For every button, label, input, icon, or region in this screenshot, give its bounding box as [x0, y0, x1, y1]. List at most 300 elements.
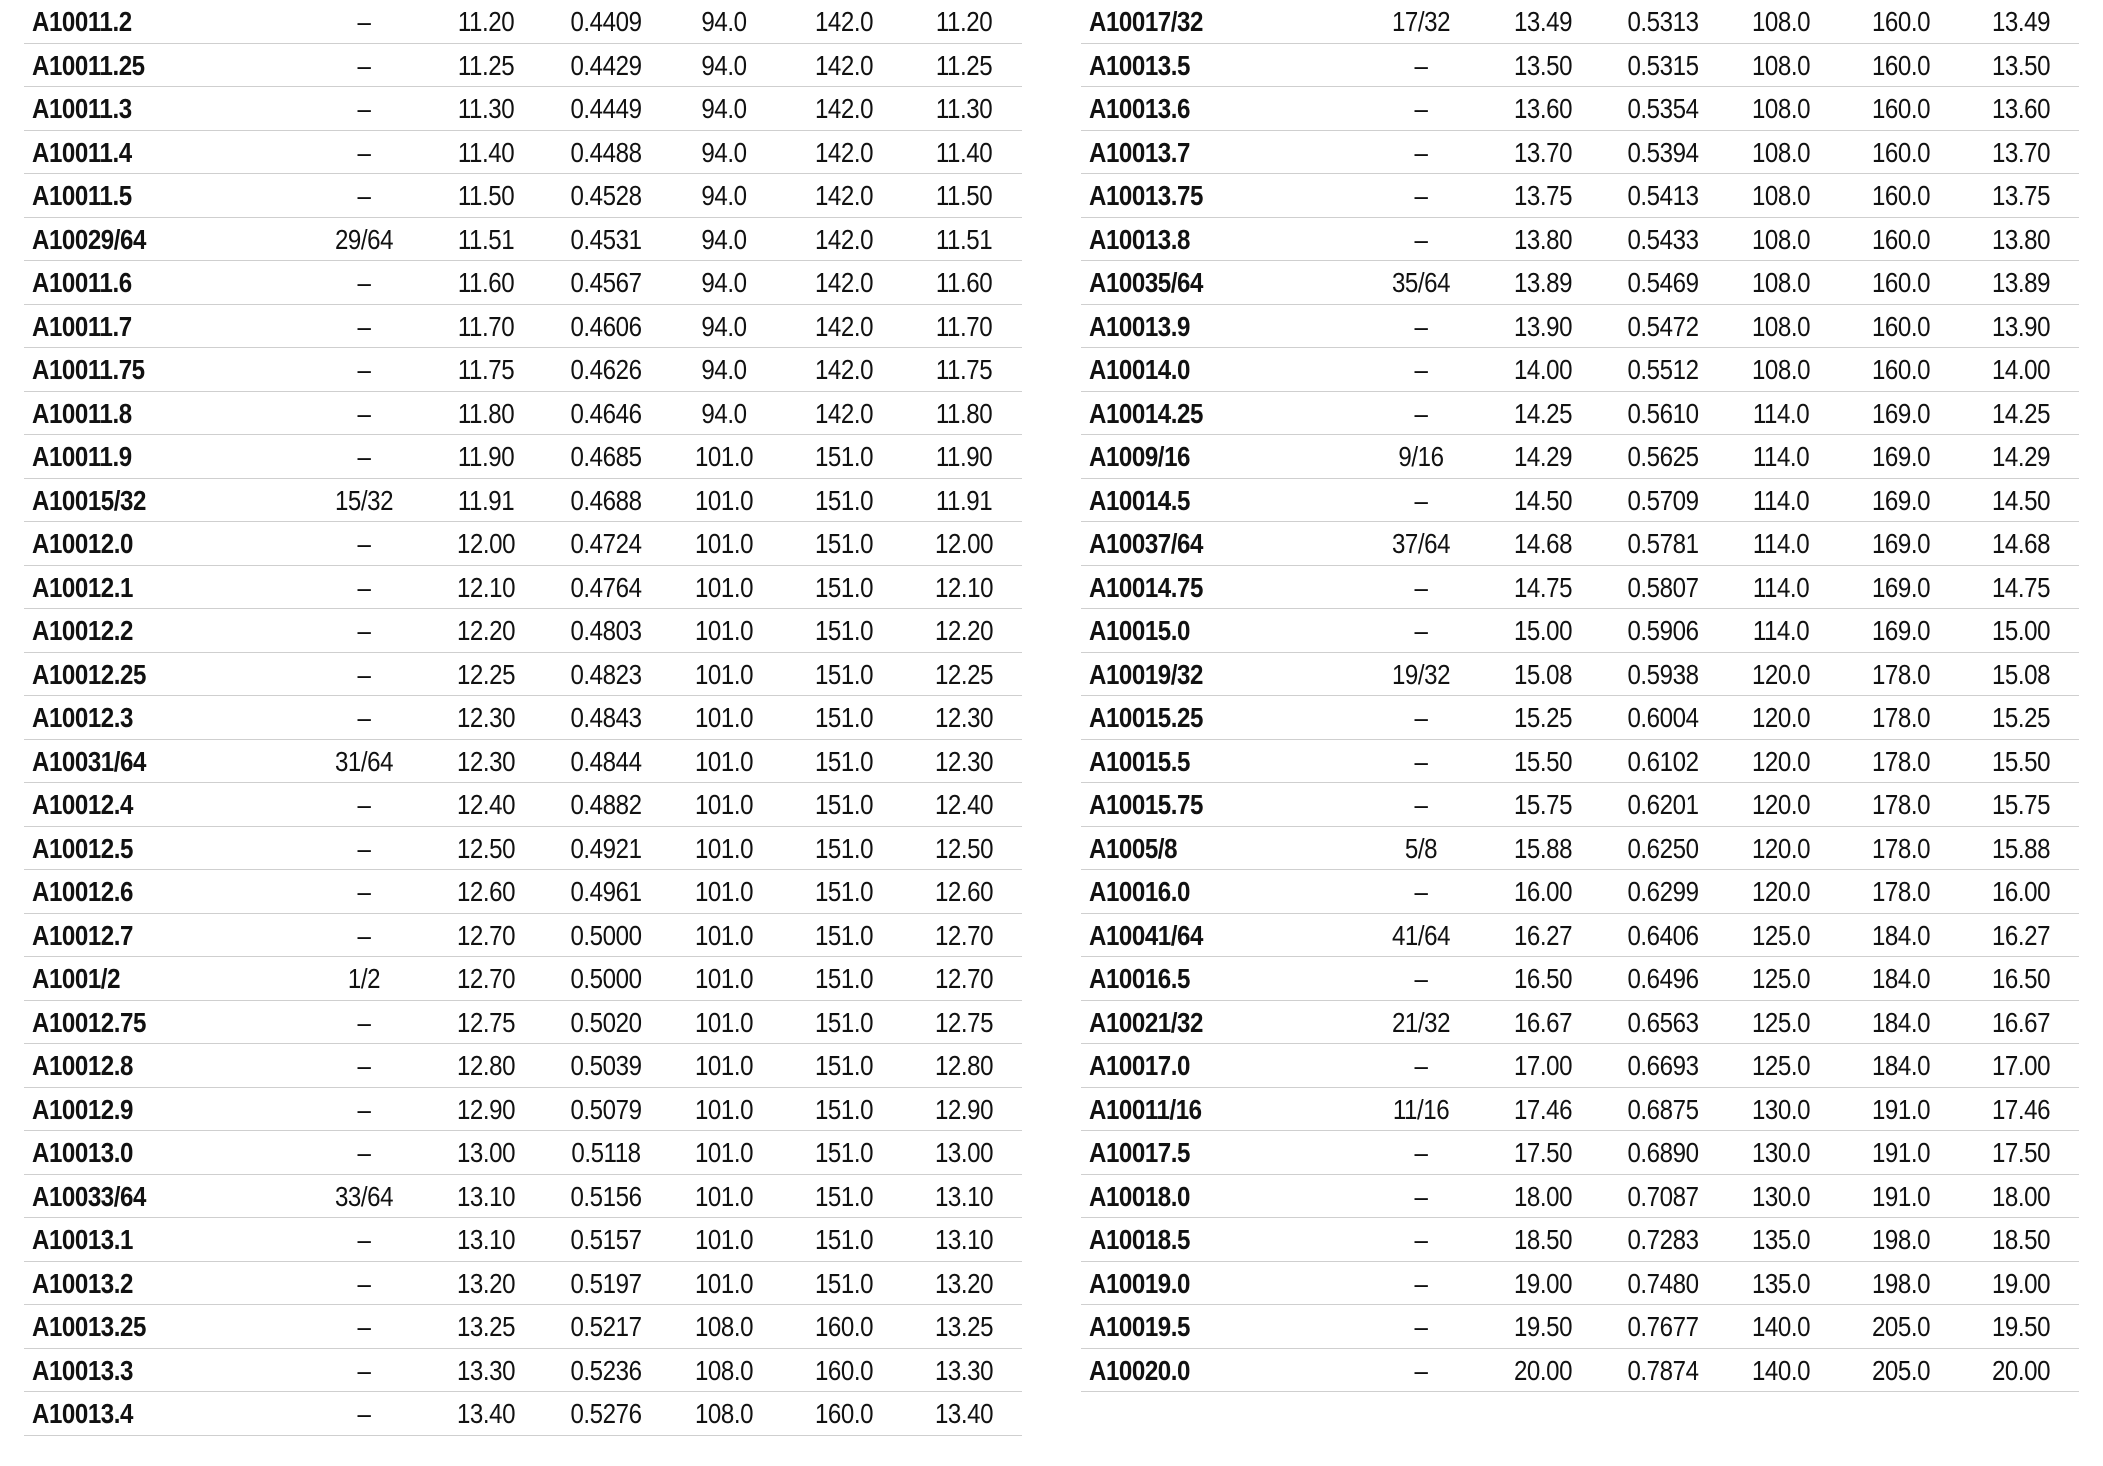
cell-value: 12.30 [456, 745, 516, 777]
cell-value: 13.10 [456, 1224, 516, 1255]
cell-value: 12.60 [456, 876, 516, 907]
cell-value: 11.75 [935, 354, 993, 385]
cell-value: 18.00 [1513, 1180, 1573, 1212]
cell-value: 13.89 [1991, 267, 2051, 298]
cell-value: 9/16 [1398, 441, 1444, 472]
part-number-cell: A10020.0 [1089, 1354, 1190, 1386]
table-row [1081, 1088, 2079, 1132]
cell-value: 16.27 [1513, 919, 1573, 951]
table-row [24, 783, 1022, 827]
cell-value: – [1414, 1137, 1428, 1168]
cell-value: 14.50 [1513, 484, 1573, 516]
table-row [24, 1305, 1022, 1349]
right-table [1081, 0, 2079, 1392]
cell-value: 13.50 [1513, 49, 1573, 81]
cell-value: 94.0 [701, 93, 747, 124]
cell-value: – [1414, 789, 1428, 820]
cell-value: 125.0 [1751, 1006, 1811, 1038]
cell-value: – [1414, 963, 1428, 994]
cell-value: – [1414, 310, 1428, 342]
cell-value: 15/32 [334, 484, 394, 516]
part-number-cell: A10011.3 [32, 93, 132, 124]
cell-value: 151.0 [814, 1050, 874, 1081]
cell-value: – [357, 1093, 371, 1125]
cell-value: – [1414, 1267, 1428, 1299]
cell-value: 15.25 [1991, 702, 2051, 733]
cell-value: 114.0 [1752, 528, 1810, 559]
table-row [1081, 87, 2079, 131]
cell-value: 120.0 [1751, 876, 1811, 907]
table-row [24, 1131, 1022, 1175]
cell-value: 13.10 [934, 1180, 994, 1212]
cell-value: 11.80 [935, 397, 993, 429]
cell-value: 12.40 [456, 789, 516, 820]
cell-value: – [357, 1006, 371, 1038]
cell-value: 0.4531 [570, 223, 642, 255]
cell-value: 108.0 [1751, 136, 1811, 168]
cell-value: 0.6004 [1627, 702, 1699, 733]
cell-value: 18.00 [1991, 1180, 2051, 1212]
cell-value: 151.0 [814, 702, 874, 733]
table-row [1081, 1001, 2079, 1045]
table-row [24, 435, 1022, 479]
cell-value: 20.00 [1991, 1354, 2051, 1386]
cell-value: 160.0 [1871, 223, 1931, 255]
part-number-cell: A10011.7 [32, 310, 132, 342]
cell-value: – [1414, 397, 1428, 429]
cell-value: 14.75 [1991, 571, 2051, 603]
cell-value: 0.5276 [570, 1398, 642, 1429]
cell-value: 108.0 [1751, 180, 1811, 211]
cell-value: 0.5413 [1627, 180, 1699, 211]
part-number-cell: A10013.1 [32, 1224, 133, 1255]
cell-value: 12.80 [456, 1050, 516, 1081]
cell-value: 160.0 [1871, 136, 1931, 168]
part-number-cell: A10012.0 [32, 528, 133, 559]
cell-value: 184.0 [1871, 963, 1931, 994]
cell-value: 11.90 [935, 441, 993, 472]
cell-value: 198.0 [1871, 1224, 1931, 1255]
table-row [1081, 566, 2079, 610]
table-row [1081, 0, 2079, 44]
cell-value: 12.20 [456, 615, 516, 646]
cell-value: 142.0 [814, 267, 874, 298]
cell-value: – [357, 571, 371, 603]
cell-value: 0.4449 [570, 93, 642, 124]
cell-value: 142.0 [814, 310, 874, 342]
cell-value: 11.25 [457, 49, 515, 81]
part-number-cell: A10011.75 [32, 354, 145, 385]
table-row [1081, 827, 2079, 871]
cell-value: – [357, 6, 371, 37]
cell-value: 0.6250 [1627, 832, 1699, 864]
cell-value: 120.0 [1751, 702, 1811, 733]
cell-value: – [1414, 223, 1428, 255]
cell-value: 151.0 [814, 441, 874, 472]
cell-value: 101.0 [694, 441, 754, 472]
cell-value: 11.50 [935, 180, 993, 211]
part-number-cell: A10029/64 [32, 223, 146, 255]
cell-value: – [1414, 1050, 1428, 1081]
cell-value: 191.0 [1871, 1137, 1931, 1168]
cell-value: 151.0 [814, 1180, 874, 1212]
cell-value: 12.60 [934, 876, 994, 907]
cell-value: – [357, 1267, 371, 1299]
cell-value: 13.80 [1991, 223, 2051, 255]
cell-value: 94.0 [701, 310, 747, 342]
table-row [1081, 261, 2079, 305]
part-number-cell: A10013.9 [1089, 310, 1190, 342]
cell-value: 12.75 [456, 1006, 516, 1038]
part-number-cell: A10014.25 [1089, 397, 1203, 429]
cell-value: 178.0 [1871, 789, 1931, 820]
cell-value: 12.00 [934, 528, 994, 559]
cell-value: 0.4843 [570, 702, 642, 733]
cell-value: 11/16 [1392, 1093, 1450, 1125]
cell-value: 0.5354 [1627, 93, 1699, 124]
cell-value: 101.0 [694, 484, 754, 516]
part-number-cell: A10013.7 [1089, 136, 1190, 168]
cell-value: 11.40 [457, 136, 515, 168]
table-row [1081, 218, 2079, 262]
table-row [1081, 783, 2079, 827]
cell-value: 160.0 [1871, 180, 1931, 211]
cell-value: 160.0 [1871, 93, 1931, 124]
part-number-cell: A10011.9 [32, 441, 132, 472]
cell-value: 169.0 [1871, 484, 1931, 516]
cell-value: 12.00 [456, 528, 516, 559]
cell-value: 13.00 [456, 1137, 516, 1168]
cell-value: 169.0 [1871, 571, 1931, 603]
cell-value: 12.70 [934, 963, 994, 994]
cell-value: 11.50 [457, 180, 515, 211]
cell-value: 13.90 [1991, 310, 2051, 342]
cell-value: 17/32 [1391, 6, 1451, 37]
cell-value: 19.00 [1513, 1267, 1573, 1299]
cell-value: 94.0 [701, 354, 747, 385]
cell-value: 13.60 [1991, 93, 2051, 124]
cell-value: 151.0 [814, 789, 874, 820]
cell-value: 0.6102 [1627, 745, 1699, 777]
cell-value: – [1414, 136, 1428, 168]
cell-value: 184.0 [1871, 1050, 1931, 1081]
cell-value: 12.40 [934, 789, 994, 820]
cell-value: 12.20 [934, 615, 994, 646]
cell-value: 0.7480 [1627, 1267, 1699, 1299]
cell-value: 151.0 [814, 876, 874, 907]
cell-value: 94.0 [701, 180, 747, 211]
cell-value: 13.10 [456, 1180, 516, 1212]
cell-value: 140.0 [1751, 1354, 1811, 1386]
cell-value: 0.5118 [571, 1137, 641, 1168]
cell-value: 11.91 [935, 484, 993, 516]
part-number-cell: A10015.0 [1089, 615, 1190, 646]
cell-value: 108.0 [1751, 49, 1811, 81]
cell-value: 101.0 [694, 615, 754, 646]
cell-value: 94.0 [701, 6, 747, 37]
table-row [1081, 479, 2079, 523]
cell-value: 101.0 [694, 1093, 754, 1125]
cell-value: 17.46 [1991, 1093, 2051, 1125]
cell-value: 15.25 [1513, 702, 1573, 733]
part-number-cell: A10012.5 [32, 832, 133, 864]
cell-value: 13.90 [1513, 310, 1573, 342]
cell-value: 0.5807 [1627, 571, 1699, 603]
cell-value: 0.5610 [1627, 397, 1699, 429]
cell-value: 0.4803 [570, 615, 642, 646]
part-number-cell: A10015.75 [1089, 789, 1203, 820]
cell-value: 0.4688 [570, 484, 642, 516]
part-number-cell: A10012.8 [32, 1050, 133, 1081]
cell-value: 21/32 [1391, 1006, 1451, 1038]
part-number-cell: A10011.6 [32, 267, 132, 298]
cell-value: 13.30 [456, 1354, 516, 1386]
cell-value: 41/64 [1391, 919, 1451, 951]
cell-value: 151.0 [814, 832, 874, 864]
cell-value: 11.70 [457, 310, 515, 342]
cell-value: – [357, 267, 371, 298]
cell-value: 12.25 [456, 658, 516, 690]
cell-value: 151.0 [814, 571, 874, 603]
cell-value: 0.5625 [1627, 441, 1699, 472]
cell-value: 130.0 [1751, 1180, 1811, 1212]
cell-value: – [1414, 180, 1428, 211]
table-row [24, 479, 1022, 523]
cell-value: 94.0 [701, 397, 747, 429]
cell-value: 0.4626 [570, 354, 642, 385]
table-row [24, 348, 1022, 392]
cell-value: 13.25 [456, 1311, 516, 1342]
cell-value: 0.5000 [570, 963, 642, 994]
cell-value: 14.25 [1991, 397, 2051, 429]
cell-value: 0.4844 [570, 745, 642, 777]
cell-value: 120.0 [1751, 745, 1811, 777]
cell-value: 160.0 [1871, 354, 1931, 385]
cell-value: 19/32 [1391, 658, 1451, 690]
cell-value: 11.80 [457, 397, 515, 429]
cell-value: 14.68 [1991, 528, 2051, 559]
cell-value: 160.0 [814, 1354, 874, 1386]
cell-value: – [1414, 354, 1428, 385]
cell-value: 12.75 [934, 1006, 994, 1038]
cell-value: 0.4882 [570, 789, 642, 820]
part-number-cell: A10012.7 [32, 919, 133, 951]
part-number-cell: A10013.8 [1089, 223, 1190, 255]
cell-value: 142.0 [814, 397, 874, 429]
cell-value: 0.5781 [1627, 528, 1699, 559]
cell-value: 14.68 [1513, 528, 1573, 559]
table-row [24, 957, 1022, 1001]
part-number-cell: A10013.3 [32, 1354, 133, 1386]
table-row [1081, 435, 2079, 479]
cell-value: 0.5156 [570, 1180, 642, 1212]
cell-value: 0.5020 [570, 1006, 642, 1038]
cell-value: 14.75 [1513, 571, 1573, 603]
cell-value: 29/64 [334, 223, 394, 255]
table-row [1081, 609, 2079, 653]
cell-value: 142.0 [814, 93, 874, 124]
cell-value: 130.0 [1751, 1093, 1811, 1125]
table-row [24, 174, 1022, 218]
cell-value: – [357, 702, 371, 733]
table-row [24, 392, 1022, 436]
cell-value: – [357, 441, 371, 472]
part-number-cell: A10011.4 [32, 136, 132, 168]
cell-value: 125.0 [1751, 919, 1811, 951]
cell-value: 12.70 [456, 919, 516, 951]
cell-value: 114.0 [1752, 397, 1810, 429]
cell-value: 11.25 [935, 49, 993, 81]
cell-value: 151.0 [814, 745, 874, 777]
cell-value: 11.30 [935, 93, 993, 124]
cell-value: 101.0 [694, 789, 754, 820]
cell-value: 13.75 [1991, 180, 2051, 211]
part-number-cell: A1001/2 [32, 963, 121, 994]
cell-value: 12.10 [456, 571, 516, 603]
cell-value: 14.29 [1991, 441, 2051, 472]
part-number-cell: A10013.75 [1089, 180, 1203, 211]
cell-value: 178.0 [1871, 876, 1931, 907]
cell-value: – [1414, 93, 1428, 124]
table-row [1081, 653, 2079, 697]
cell-value: 142.0 [814, 223, 874, 255]
cell-value: – [357, 876, 371, 907]
cell-value: 0.5469 [1627, 267, 1699, 298]
cell-value: 101.0 [694, 571, 754, 603]
cell-value: 108.0 [1751, 267, 1811, 298]
part-number-cell: A10011.2 [32, 6, 132, 37]
table-row [1081, 740, 2079, 784]
cell-value: 94.0 [701, 223, 747, 255]
cell-value: 151.0 [814, 1093, 874, 1125]
cell-value: 12.50 [456, 832, 516, 864]
cell-value: 108.0 [694, 1398, 754, 1429]
part-number-cell: A10011/16 [1089, 1093, 1202, 1125]
part-number-cell: A10019.0 [1089, 1267, 1190, 1299]
cell-value: 120.0 [1751, 658, 1811, 690]
cell-value: 16.00 [1513, 876, 1573, 907]
cell-value: – [357, 180, 371, 211]
table-row [1081, 392, 2079, 436]
cell-value: 125.0 [1751, 963, 1811, 994]
table-row [1081, 1262, 2079, 1306]
cell-value: 19.50 [1991, 1311, 2051, 1342]
cell-value: 20.00 [1513, 1354, 1573, 1386]
table-row [1081, 1305, 2079, 1349]
cell-value: 101.0 [694, 876, 754, 907]
table-row [1081, 1131, 2079, 1175]
cell-value: 101.0 [694, 1137, 754, 1168]
cell-value: 13.25 [934, 1311, 994, 1342]
cell-value: – [1414, 1354, 1428, 1386]
part-number-cell: A10016.5 [1089, 963, 1190, 994]
cell-value: 101.0 [694, 1050, 754, 1081]
cell-value: 13.49 [1991, 6, 2051, 37]
cell-value: 94.0 [701, 49, 747, 81]
cell-value: 0.7087 [1627, 1180, 1699, 1212]
cell-value: 142.0 [814, 49, 874, 81]
cell-value: 0.5197 [570, 1267, 642, 1299]
cell-value: – [357, 49, 371, 81]
cell-value: 19.00 [1991, 1267, 2051, 1299]
cell-value: 12.70 [934, 919, 994, 951]
table-row [24, 0, 1022, 44]
cell-value: 19.50 [1513, 1311, 1573, 1342]
cell-value: 13.30 [934, 1354, 994, 1386]
cell-value: 0.4685 [570, 441, 642, 472]
cell-value: 101.0 [694, 528, 754, 559]
table-row [24, 131, 1022, 175]
table-row [24, 740, 1022, 784]
cell-value: 15.88 [1513, 832, 1573, 864]
table-row [24, 1175, 1022, 1219]
cell-value: 13.40 [456, 1398, 516, 1429]
cell-value: 108.0 [1751, 6, 1811, 37]
cell-value: 12.80 [934, 1050, 994, 1081]
cell-value: 205.0 [1871, 1311, 1931, 1342]
cell-value: 0.7874 [1627, 1354, 1699, 1386]
part-number-cell: A10011.8 [32, 397, 132, 429]
cell-value: 0.6201 [1627, 789, 1699, 820]
part-number-cell: A10012.9 [32, 1093, 133, 1125]
table-row [1081, 696, 2079, 740]
cell-value: 178.0 [1871, 658, 1931, 690]
cell-value: 0.4409 [570, 6, 642, 37]
cell-value: 16.50 [1513, 963, 1573, 994]
cell-value: 114.0 [1752, 615, 1810, 646]
cell-value: 101.0 [694, 658, 754, 690]
cell-value: 13.20 [934, 1267, 994, 1299]
part-number-cell: A1009/16 [1089, 441, 1190, 472]
cell-value: 0.4488 [570, 136, 642, 168]
part-number-cell: A10015.25 [1089, 702, 1203, 733]
cell-value: 0.4606 [570, 310, 642, 342]
cell-value: – [357, 528, 371, 559]
part-number-cell: A10014.75 [1089, 571, 1203, 603]
part-number-cell: A10012.6 [32, 876, 133, 907]
table-row [1081, 1044, 2079, 1088]
cell-value: 178.0 [1871, 745, 1931, 777]
table-row [1081, 174, 2079, 218]
part-number-cell: A10014.5 [1089, 484, 1190, 516]
table-row [24, 1001, 1022, 1045]
part-number-cell: A10013.5 [1089, 49, 1190, 81]
part-number-cell: A10012.1 [32, 571, 133, 603]
cell-value: 0.5157 [570, 1224, 642, 1255]
part-number-cell: A10017/32 [1089, 6, 1203, 37]
cell-value: 101.0 [694, 1224, 754, 1255]
cell-value: 5/8 [1404, 832, 1438, 864]
cell-value: 13.00 [934, 1137, 994, 1168]
part-number-cell: A10019.5 [1089, 1311, 1190, 1342]
cell-value: 151.0 [814, 658, 874, 690]
part-number-cell: A10041/64 [1089, 919, 1203, 951]
part-number-cell: A10013.2 [32, 1267, 133, 1299]
table-row [1081, 131, 2079, 175]
part-number-cell: A10033/64 [32, 1180, 146, 1212]
cell-value: 18.50 [1991, 1224, 2051, 1255]
cell-value: 101.0 [694, 1006, 754, 1038]
cell-value: 0.5906 [1627, 615, 1699, 646]
table-row [24, 1044, 1022, 1088]
cell-value: – [1414, 745, 1428, 777]
cell-value: – [357, 1050, 371, 1081]
cell-value: 160.0 [1871, 267, 1931, 298]
cell-value: 169.0 [1871, 528, 1931, 559]
cell-value: 11.75 [457, 354, 515, 385]
cell-value: 13.49 [1513, 6, 1573, 37]
cell-value: 14.00 [1513, 354, 1573, 385]
